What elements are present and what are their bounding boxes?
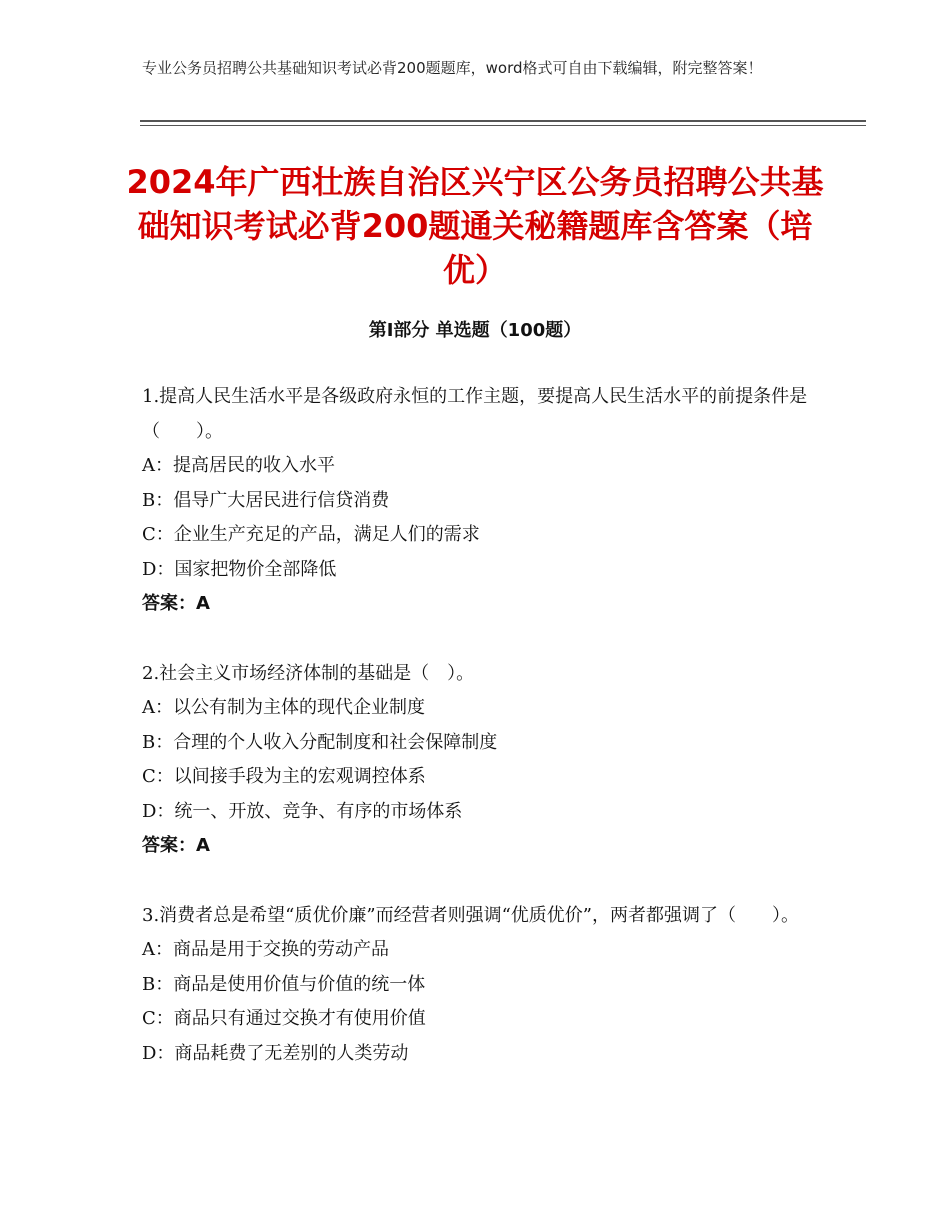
option-c: C：企业生产充足的产品，满足人们的需求 <box>142 524 480 545</box>
header-rule-thick <box>140 120 866 122</box>
option-b: B：商品是使用价值与价值的统一体 <box>142 973 426 995</box>
option-c: C：商品只有通过交换才有使用价值 <box>142 1008 426 1029</box>
option-d: D：统一、开放、竞争、有序的市场体系 <box>142 800 463 822</box>
header-rule-thin <box>140 125 866 126</box>
answer-line: 答案：A <box>142 835 210 856</box>
option-a: A：提高居民的收入水平 <box>142 455 335 476</box>
option-c: C：以间接手段为主的宏观调控体系 <box>142 766 426 787</box>
document-title: 2024年广西壮族自治区兴宁区公务员招聘公共基础知识考试必背200题通关秘籍题库含答案（培优） <box>126 163 824 289</box>
question-stem: 1.提高人民生活水平是各级政府永恒的工作主题，要提高人民生活水平的前提条件是（ ）。 <box>142 386 808 442</box>
header-note: 专业公务员招聘公共基础知识考试必背200题题库，word格式可自由下载编辑，附完整答案！ <box>142 59 763 77</box>
option-b: B：合理的个人收入分配制度和社会保障制度 <box>142 731 498 753</box>
question-1 <box>142 380 822 622</box>
option-a: A：商品是用于交换的劳动产品 <box>142 939 389 960</box>
question-stem: 2.社会主义市场经济体制的基础是（ ）。 <box>142 662 475 684</box>
option-d: D：商品耗费了无差别的人类劳动 <box>142 1042 409 1064</box>
answer-line: 答案：A <box>142 593 210 614</box>
question-3 <box>142 899 822 1072</box>
question-2 <box>142 657 822 864</box>
option-b: B：倡导广大居民进行信贷消费 <box>142 489 390 511</box>
option-a: A：以公有制为主体的现代企业制度 <box>142 697 425 718</box>
option-d: D：国家把物价全部降低 <box>142 558 337 580</box>
question-list <box>142 380 822 1106</box>
question-stem: 3.消费者总是希望“质优价廉”而经营者则强调“优质优价”，两者都强调了（ ）。 <box>142 904 799 926</box>
section-title: 第Ⅰ部分 单选题（100题） <box>368 320 582 341</box>
